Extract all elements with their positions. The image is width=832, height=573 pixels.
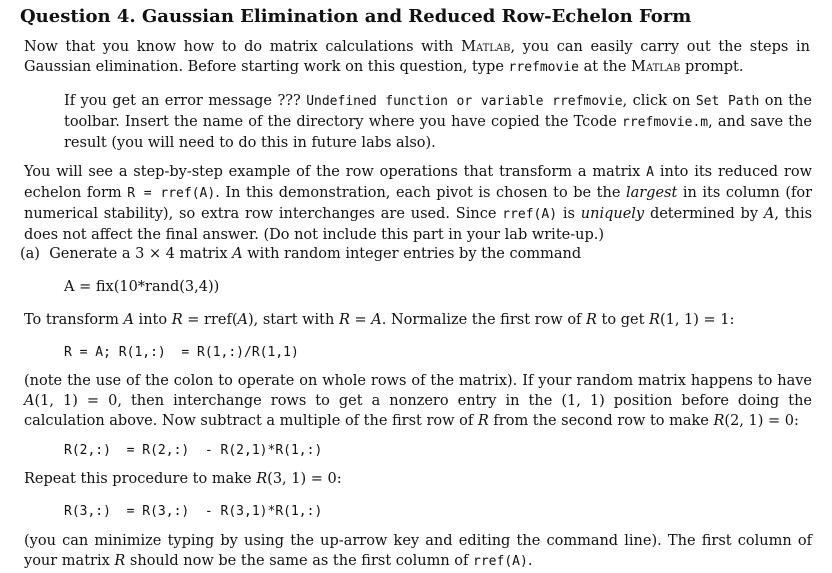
set-path-code: Set Path: [695, 94, 760, 109]
colon-text-4: (2, 1) = 0:: [724, 413, 799, 429]
transform-text-5: =: [349, 312, 372, 328]
math-r: R: [649, 312, 660, 328]
math-a: A: [763, 206, 775, 222]
part-a-line: [20, 246, 581, 262]
transform-text-7: to get: [596, 312, 650, 328]
closing-paragraph: [24, 531, 812, 572]
math-a: A: [371, 312, 382, 328]
math-r: R: [586, 312, 597, 328]
math-a: A: [237, 312, 248, 328]
question-heading: Question 4. Gaussian Elimination and Reduced Row-Echelon Form: [20, 6, 692, 27]
matlab-name: Matlab: [631, 59, 681, 75]
colon-note-paragraph: [24, 371, 812, 431]
transform-text-8: (1, 1) = 1:: [659, 312, 735, 328]
demo-text-6: determined by: [644, 206, 764, 222]
intro-text-2: , you can easily carry out the steps in Gaussian elimination. Before starting work on this question, type: [24, 39, 810, 75]
rref-a-code: rref(A): [502, 207, 558, 222]
math-r: R: [713, 413, 725, 429]
demo-text-4: in its column (for numerical stability), so extra row interchanges are used. Since: [24, 185, 813, 222]
note-text-4: , and save the result (you will need to do this in future labs also).: [64, 114, 812, 151]
error-note-paragraph: [64, 91, 812, 153]
repeat-text-1: Repeat this procedure to make: [24, 471, 257, 487]
note-text-3: on the toolbar. Insert the name of the directory where you have copied the Tcode: [64, 93, 812, 130]
math-r: R: [477, 413, 489, 429]
matrix-a-code: A: [646, 165, 654, 180]
transform-text-6: . Normalize the first row of: [381, 312, 587, 328]
normalize-command: R = A; R(1,:) = R(1,:)/R(1,1): [64, 345, 299, 360]
generate-command: A = fix(10*rand(3,4)): [64, 279, 220, 295]
intro-text-3: at the: [579, 59, 632, 75]
math-a: A: [232, 246, 243, 262]
repeat-line: [24, 471, 342, 487]
part-a-text-2: with random integer entries by the command: [242, 246, 582, 262]
intro-paragraph: [24, 37, 810, 78]
demo-text-7: , this does not affect the final answer. (Do not include this part in your lab write-up.): [24, 206, 813, 243]
emphasis-largest: largest: [625, 185, 678, 201]
demo-text-3: . In this demonstration, each pivot is chosen to be the: [215, 185, 626, 201]
emphasis-uniquely: uniquely: [580, 206, 645, 222]
math-a: A: [123, 312, 134, 328]
closing-text-3: .: [527, 553, 533, 569]
rrefmovie-command: rrefmovie: [508, 60, 579, 75]
matlab-name: Matlab: [461, 39, 511, 55]
intro-text-1: Now that you know how to do matrix calculations with: [24, 39, 462, 55]
row2-command: R(2,:) = R(2,:) - R(2,1)*R(1,:): [64, 443, 323, 458]
math-r: R: [256, 471, 268, 487]
row3-command: R(3,:) = R(3,:) - R(3,1)*R(1,:): [64, 504, 323, 519]
colon-text-2: (1, 1) = 0, then interchange rows to get a nonzero entry in the (1, 1) position before doing the calculation above. Now subtract a multiple of the first row of: [24, 393, 812, 429]
colon-text-3: from the second row to make: [488, 413, 714, 429]
error-message-code: Undefined function or variable rrefmovie: [306, 94, 623, 109]
intro-text-4: prompt.: [680, 59, 744, 75]
rref-a-code: rref(A): [473, 554, 528, 569]
rref-definition-code: R = rref(A): [127, 186, 216, 201]
demo-paragraph: [24, 162, 812, 245]
closing-text-1: (you can minimize typing by using the up-arrow key and editing the command line). The first column of your matrix: [24, 533, 812, 569]
note-text-1: If you get an error message ???: [64, 93, 307, 109]
math-r: R: [338, 312, 350, 328]
math-r: R: [171, 312, 183, 328]
math-a: A: [24, 393, 35, 409]
note-text-2: , click on: [622, 93, 696, 109]
transform-text-4: ), start with: [247, 312, 339, 328]
transform-text-2: into: [133, 312, 172, 328]
math-r: R: [114, 553, 126, 569]
colon-text-1: (note the use of the colon to operate on whole rows of the matrix). If your random matrix happens to have: [24, 373, 812, 389]
transform-line: [24, 312, 734, 328]
demo-text-5: is: [557, 206, 581, 222]
transform-text-3: = rref(: [182, 312, 238, 328]
part-a-text-1: Generate a 3 × 4 matrix: [49, 246, 233, 262]
transform-text-1: To transform: [24, 312, 124, 328]
closing-text-2: should now be the same as the first column of: [125, 553, 474, 569]
repeat-text-2: (3, 1) = 0:: [267, 471, 342, 487]
demo-text-2: into its reduced row echelon form: [24, 164, 812, 201]
demo-text-1: You will see a step-by-step example of the row operations that transform a matrix: [24, 164, 647, 180]
part-a-label: (a): [20, 246, 40, 262]
rrefmovie-file-code: rrefmovie.m: [622, 115, 709, 130]
